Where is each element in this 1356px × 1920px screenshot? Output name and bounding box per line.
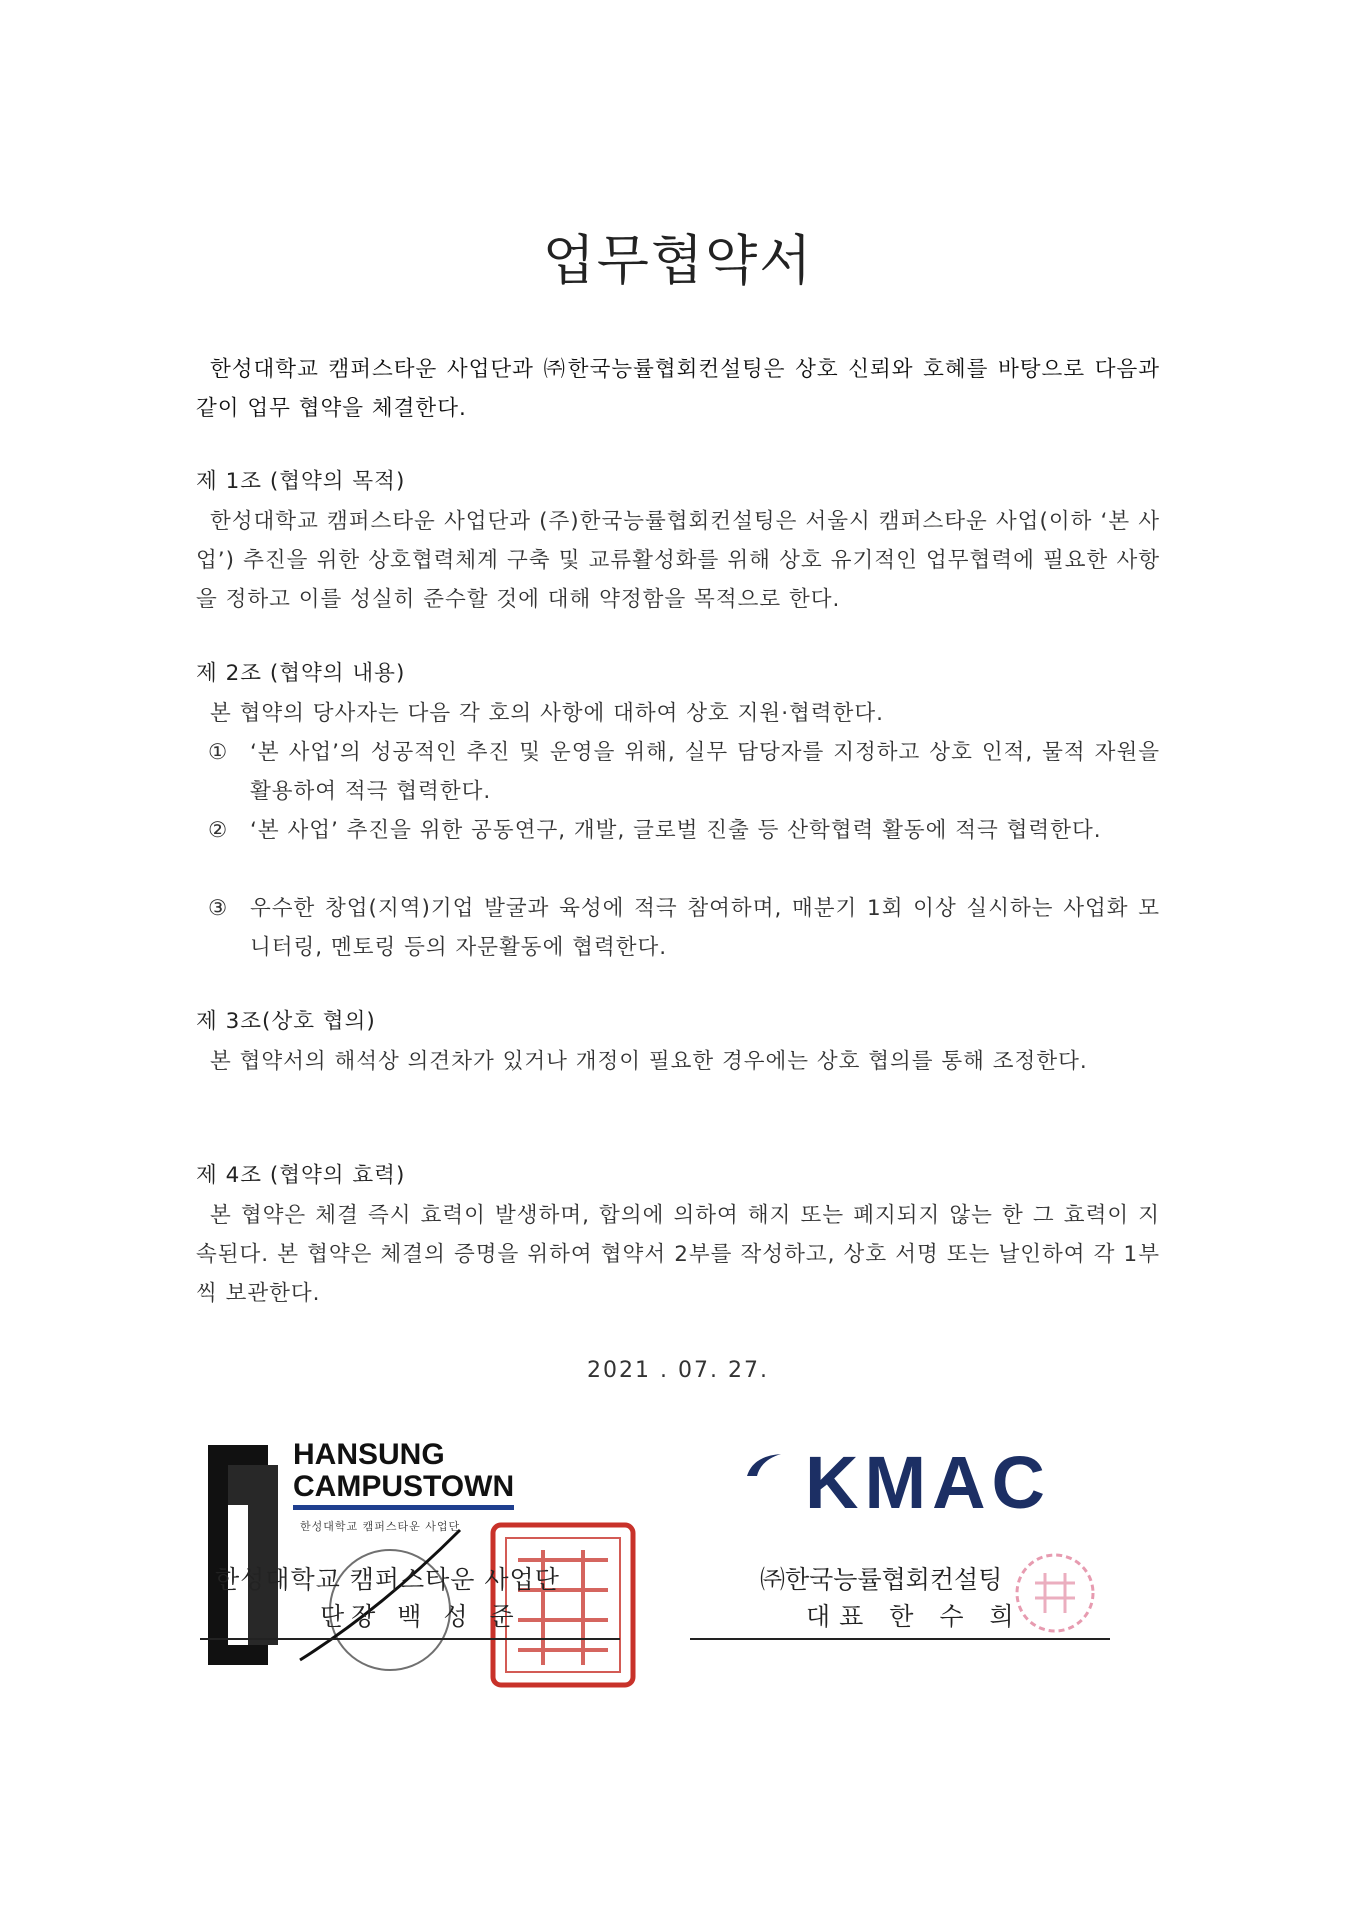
hansung-logo-subtitle: 한성대학교 캠퍼스타운 사업단 [300,1520,461,1533]
intro-paragraph: 한성대학교 캠퍼스타운 사업단과 ㈜한국능률협회컨설팅은 상호 신뢰와 호혜를 바탕으로 다음과 같이 업무 협약을 체결한다. [196,357,1160,421]
article-2-item-3 [196,889,1160,967]
item-number: ① [208,740,229,765]
campustown-logo-text: CAMPUSTOWN [293,1470,514,1510]
article-2-text: 본 협약의 당사자는 다음 각 호의 사항에 대하여 상호 지원·협력한다. [210,701,884,726]
article-1-text: 한성대학교 캠퍼스타운 사업단과 (주)한국능률협회컨설팅은 서울시 캠퍼스타운 사업(이하 ‘본 사업’) 추진을 위한 상호협력체계 구축 및 교류활성화를 위해 상호 유기적인 업무협력에 필요한 사항을 정하고 이를 성실히 준수할 것에 대해 약정함을 목적으로 한다. [196,509,1160,612]
right-party-organization: ㈜한국능률협회컨설팅 [760,1565,1003,1594]
article-2-item-2 [196,811,1160,850]
left-party-representative: 단장 백 성 준 [320,1602,521,1631]
right-signature-line [690,1638,1110,1640]
kmac-swoosh-icon [745,1450,785,1480]
item-text: ‘본 사업’ 추진을 위한 공동연구, 개발, 글로벌 진출 등 산학협력 활동에 적극 협력한다. [250,818,1102,843]
article-2-heading: 제 2조 (협약의 내용) [196,661,406,686]
kmac-logo: KMAC [805,1441,1051,1524]
article-3-heading: 제 3조(상호 협의) [196,1009,376,1034]
article-1-heading: 제 1조 (협약의 목적) [196,469,406,494]
left-signature-line [200,1638,620,1640]
item-text: ‘본 사업’의 성공적인 추진 및 운영을 위해, 실무 담당자를 지정하고 상호 인적, 물적 자원을 활용하여 적극 협력한다. [250,740,1160,804]
left-party-organization: 한성대학교 캠퍼스타운 사업단 [215,1565,560,1594]
right-party-representative: 대표 한 수 희 [806,1602,1023,1631]
article-4-heading: 제 4조 (협약의 효력) [196,1163,406,1188]
item-number: ③ [208,896,229,921]
agreement-date: 2021 . 07. 27. [587,1358,769,1383]
article-3-text: 본 협약서의 해석상 의견차가 있거나 개정이 필요한 경우에는 상호 협의를 통해 조정한다. [210,1049,1088,1074]
document-title: 업무협약서 [542,229,814,292]
item-text: 우수한 창업(지역)기업 발굴과 육성에 적극 참여하며, 매분기 1회 이상 실시하는 사업화 모니터링, 멘토링 등의 자문활동에 협력한다. [250,896,1160,960]
hansung-logo-text: HANSUNG [293,1438,445,1471]
article-2-item-1 [196,733,1160,811]
kmac-representative-seal [1010,1548,1100,1638]
item-number: ② [208,818,229,843]
article-4-text: 본 협약은 체결 즉시 효력이 발생하며, 합의에 의하여 해지 또는 폐지되지 않는 한 그 효력이 지속된다. 본 협약은 체결의 증명을 위하여 협약서 2부를 작성하고, 상호 서명 또는 날인하여 각 1부씩 보관한다. [196,1203,1160,1306]
